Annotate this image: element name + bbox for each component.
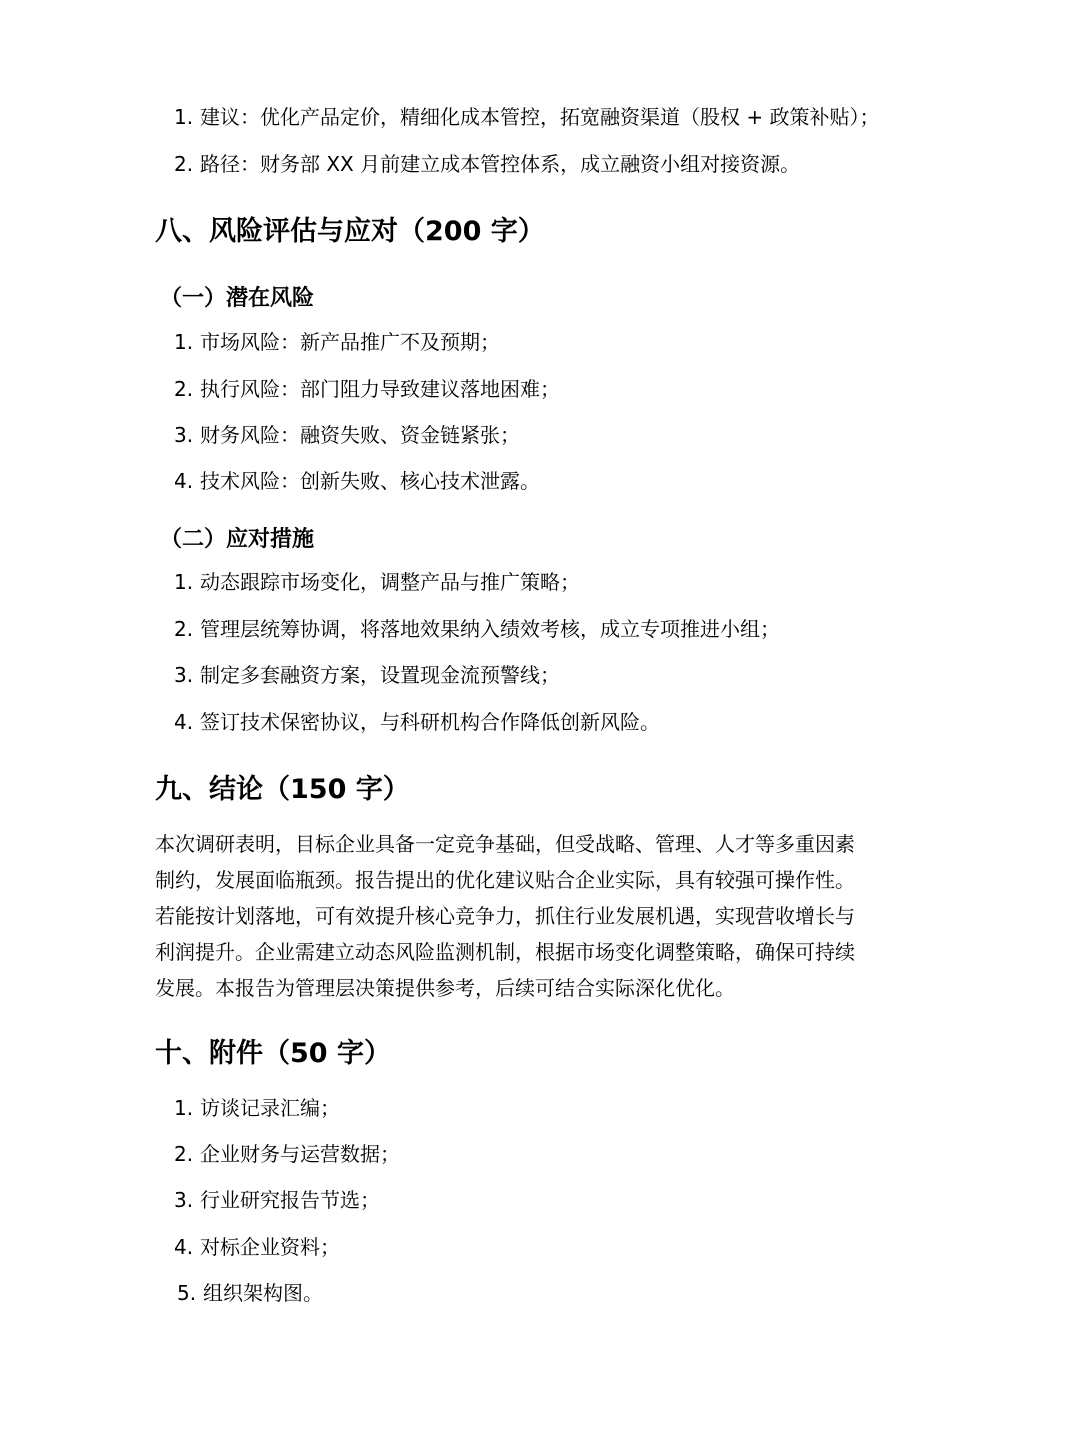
subsection-heading: （一）潜在风险 xyxy=(160,286,315,311)
paragraph-line: 本次调研表明，目标企业具备一定竞争基础，但受战略、管理、人才等多重因素 xyxy=(155,832,855,856)
list-number: 4. xyxy=(174,469,194,493)
list-item xyxy=(174,467,540,495)
list-text: 市场风险：新产品推广不及预期； xyxy=(200,330,500,354)
list-number: 1. xyxy=(174,570,194,594)
subsection-heading: （二）应对措施 xyxy=(160,527,315,552)
list-item xyxy=(174,103,879,131)
list-text: 访谈记录汇编； xyxy=(200,1096,340,1120)
list-number: 3. xyxy=(174,423,194,447)
list-text: 行业研究报告节选； xyxy=(200,1188,380,1212)
paragraph-line: 若能按计划落地，可有效提升核心竞争力，抓住行业发展机遇，实现营收增长与 xyxy=(155,904,855,928)
list-text: 签订技术保密协议，与科研机构合作降低创新风险。 xyxy=(200,710,660,734)
conclusion-paragraph xyxy=(155,826,935,1006)
list-text: 技术风险：创新失败、核心技术泄露。 xyxy=(200,469,540,493)
list-item xyxy=(174,328,500,356)
list-number: 2. xyxy=(174,1142,194,1166)
list-text: 对标企业资料； xyxy=(200,1235,340,1259)
list-number: 1. xyxy=(174,330,194,354)
list-text: 执行风险：部门阻力导致建议落地困难； xyxy=(200,377,560,401)
paragraph-line: 制约，发展面临瓶颈。报告提出的优化建议贴合企业实际，具有较强可操作性。 xyxy=(155,868,855,892)
list-item xyxy=(174,1186,380,1214)
list-number: 4. xyxy=(174,1235,194,1259)
list-item xyxy=(174,375,560,403)
section-heading: 八、风险评估与应对（200 字） xyxy=(155,216,545,247)
list-text: 动态跟踪市场变化，调整产品与推广策略； xyxy=(200,570,580,594)
list-number: 1. xyxy=(174,1096,194,1120)
list-number: 5. xyxy=(177,1281,197,1305)
list-item xyxy=(174,421,520,449)
list-text: 制定多套融资方案，设置现金流预警线； xyxy=(200,663,560,687)
list-text: 建议：优化产品定价，精细化成本管控，拓宽融资渠道（股权 + 政策补贴）； xyxy=(200,105,880,129)
list-number: 2. xyxy=(174,377,194,401)
list-text: 财务风险：融资失败、资金链紧张； xyxy=(200,423,520,447)
list-item xyxy=(177,1279,323,1307)
list-text: 路径：财务部 XX 月前建立成本管控体系，成立融资小组对接资源。 xyxy=(200,152,801,176)
list-number: 2. xyxy=(174,617,194,641)
paragraph-line: 发展。本报告为管理层决策提供参考，后续可结合实际深化优化。 xyxy=(155,976,735,1000)
list-item xyxy=(174,1094,340,1122)
list-number: 3. xyxy=(174,1188,194,1212)
list-item xyxy=(174,1233,340,1261)
paragraph-line: 利润提升。企业需建立动态风险监测机制，根据市场变化调整策略，确保可持续 xyxy=(155,940,855,964)
list-item xyxy=(174,1140,400,1168)
list-item xyxy=(174,661,560,689)
list-number: 1. xyxy=(174,105,194,129)
list-item xyxy=(174,615,780,643)
section-heading: 十、附件（50 字） xyxy=(155,1038,391,1069)
list-number: 2. xyxy=(174,152,194,176)
list-number: 3. xyxy=(174,663,194,687)
list-number: 4. xyxy=(174,710,194,734)
list-text: 企业财务与运营数据； xyxy=(200,1142,400,1166)
list-item xyxy=(174,568,580,596)
list-text: 组织架构图。 xyxy=(203,1281,323,1305)
list-item xyxy=(174,708,660,736)
list-item xyxy=(174,150,800,178)
list-text: 管理层统筹协调，将落地效果纳入绩效考核，成立专项推进小组； xyxy=(200,617,780,641)
section-heading: 九、结论（150 字） xyxy=(155,774,410,805)
